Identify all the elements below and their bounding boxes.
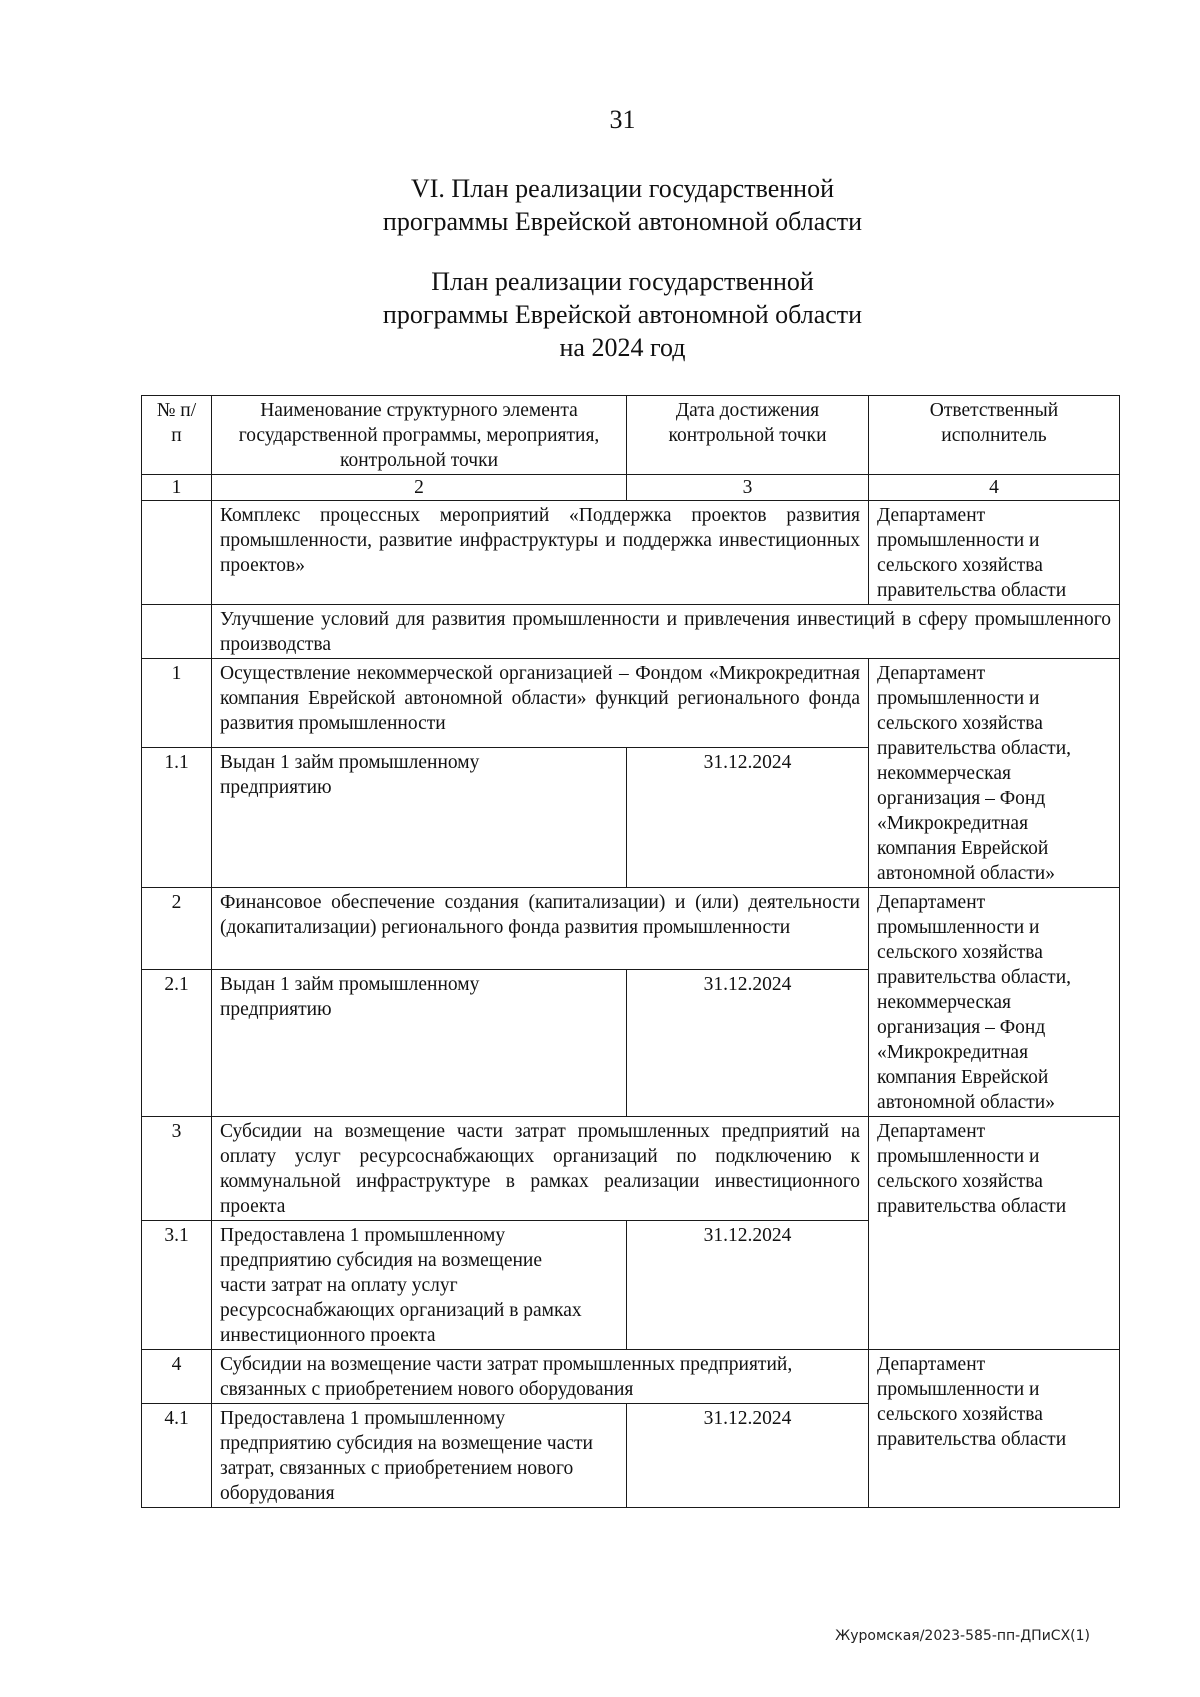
checkpoint-name: Предоставлена 1 промышленному предприятию субсидия на возмещение части затрат на оплату услуг ресурсоснабжающих организаций в рамках инвестиционного проекта <box>212 1221 627 1350</box>
activity-name: Финансовое обеспечение создания (капитализации) и (или) деятельности (докапитализации) регионального фонда развития промышленности <box>212 888 869 970</box>
plan-title-line: на 2024 год <box>559 333 686 362</box>
checkpoint-name: Выдан 1 займ промышленному предприятию <box>212 970 627 1117</box>
section-title-line: программы Еврейской автономной области <box>382 207 863 236</box>
page-number: 31 <box>609 105 636 134</box>
task-num <box>142 605 212 659</box>
column-index: 4 <box>869 475 1120 501</box>
row-number: 1.1 <box>142 748 212 888</box>
table-row <box>142 1117 1120 1221</box>
complex-responsible: Департамент промышленности и сельского хозяйства правительства области <box>869 501 1120 605</box>
checkpoint-date: 31.12.2024 <box>627 1404 869 1508</box>
checkpoint-date: 31.12.2024 <box>627 1221 869 1350</box>
row-number: 4.1 <box>142 1404 212 1508</box>
header-name: Наименование структурного элемента государственной программы, мероприятия, контрольной точки <box>212 396 627 475</box>
complex-num <box>142 501 212 605</box>
responsible: Департамент промышленности и сельского хозяйства правительства области, некоммерческая организация – Фонд «Микрокредитная компания Еврейской автономной области» <box>869 659 1120 888</box>
task-name: Улучшение условий для развития промышленности и привлечения инвестиций в сферу промышленного производства <box>212 605 1120 659</box>
plan-title-line: План реализации государственной <box>431 267 814 296</box>
section-title-line: VI. План реализации государственной <box>410 174 834 203</box>
task-row <box>142 605 1120 659</box>
header-date: Дата достижения контрольной точки <box>627 396 869 475</box>
table-row <box>142 888 1120 970</box>
complex-name: Комплекс процессных мероприятий «Поддержка проектов развития промышленности, развитие инфраструктуры и поддержка инвестиционных проектов» <box>212 501 869 605</box>
column-index: 2 <box>212 475 627 501</box>
column-index-row <box>142 475 1120 501</box>
row-number: 2.1 <box>142 970 212 1117</box>
plan-table <box>141 395 1120 1508</box>
row-number: 1 <box>142 659 212 748</box>
row-number: 2 <box>142 888 212 970</box>
table-header-row <box>142 396 1120 475</box>
document-code: Журомская/2023-585-пп-ДПиСХ(1) <box>835 1628 1090 1644</box>
column-index: 1 <box>142 475 212 501</box>
plan-title <box>0 265 1200 364</box>
table-row <box>142 1350 1120 1404</box>
row-number: 3.1 <box>142 1221 212 1350</box>
row-number: 3 <box>142 1117 212 1221</box>
checkpoint-date: 31.12.2024 <box>627 748 869 888</box>
checkpoint-date: 31.12.2024 <box>627 970 869 1117</box>
section-title <box>0 172 1200 238</box>
activity-name: Осуществление некоммерческой организацией – Фондом «Микрокредитная компания Еврейской автономной области» функций регионального фонда развития промышленности <box>212 659 869 748</box>
header-num: № п/п <box>142 396 212 475</box>
plan-title-line: программы Еврейской автономной области <box>382 300 863 329</box>
complex-row <box>142 501 1120 605</box>
table-row <box>142 659 1120 748</box>
header-responsible: Ответственный исполнитель <box>869 396 1120 475</box>
activity-name: Субсидии на возмещение части затрат промышленных предприятий на оплату услуг ресурсоснабжающих организаций по подключению к коммунальной инфраструктуре в рамках реализации инвестиционного проекта <box>212 1117 869 1221</box>
column-index: 3 <box>627 475 869 501</box>
responsible: Департамент промышленности и сельского хозяйства правительства области, некоммерческая организация – Фонд «Микрокредитная компания Еврейской автономной области» <box>869 888 1120 1117</box>
checkpoint-name: Предоставлена 1 промышленному предприятию субсидия на возмещение части затрат, связанных с приобретением нового оборудования <box>212 1404 627 1508</box>
responsible: Департамент промышленности и сельского хозяйства правительства области <box>869 1350 1120 1508</box>
activity-name: Субсидии на возмещение части затрат промышленных предприятий, связанных с приобретением нового оборудования <box>212 1350 869 1404</box>
row-number: 4 <box>142 1350 212 1404</box>
responsible: Департамент промышленности и сельского хозяйства правительства области <box>869 1117 1120 1350</box>
checkpoint-name: Выдан 1 займ промышленному предприятию <box>212 748 627 888</box>
